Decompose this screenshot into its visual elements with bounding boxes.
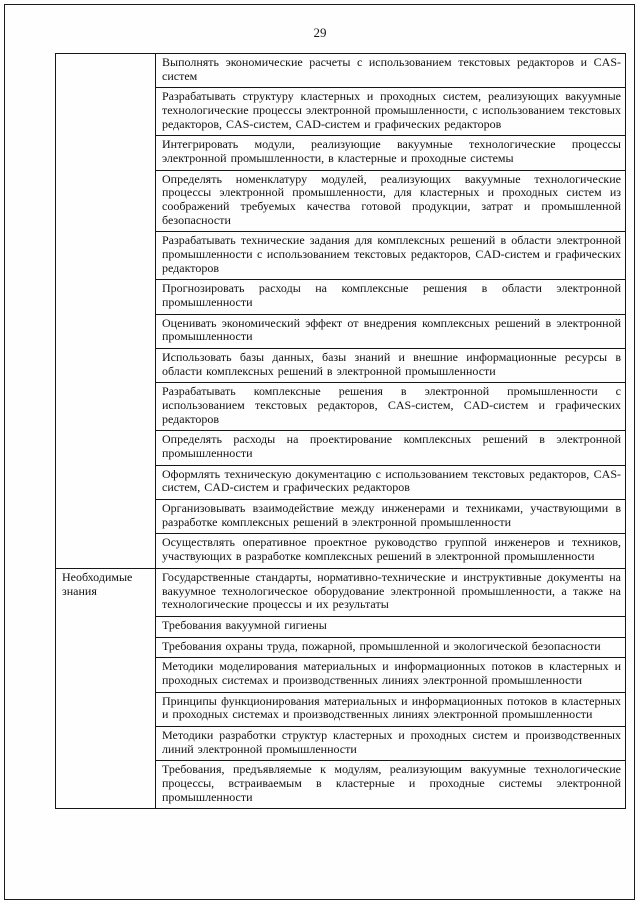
table-cell: Определять расходы на проектирование комплексных решений в электронной промышленности: [156, 431, 626, 465]
table-cell: Организовывать взаимодействие между инженерами и техниками, участвующими в разработке комплексных решений в электронной промышленности: [156, 500, 626, 534]
table-cell: Разрабатывать технические задания для комплексных решений в области электронной промышленности с использованием текстовых редакторов, CAD-систем и графических редакторов: [156, 232, 626, 280]
table-cell: Требования охраны труда, пожарной, промышленной и экологической безопасности: [156, 637, 626, 658]
table-cell: Прогнозировать расходы на комплексные решения в области электронной промышленности: [156, 280, 626, 314]
table-cell: Интегрировать модули, реализующие вакуумные технологические процессы электронной промышленности, в кластерные и проходные системы: [156, 136, 626, 170]
table-cell: Государственные стандарты, нормативно-технические и инструктивные документы на вакуумное технологическое оборудование электронной промышленности, а также на технологические процессы и их результаты: [156, 568, 626, 616]
section-label-skills: [56, 54, 156, 569]
table-cell: Использовать базы данных, базы знаний и внешние информационные ресурсы в области комплексных решений в электронной промышленности: [156, 349, 626, 383]
table-cell: Принципы функционирования материальных и информационных потоков в кластерных и проходных системах и производственных линиях электронной промышленности: [156, 692, 626, 726]
table-cell: Выполнять экономические расчеты с использованием текстовых редакторов и CAS-систем: [156, 54, 626, 88]
table-cell: Методики разработки структур кластерных и проходных систем и производственных линий электронной промышленности: [156, 726, 626, 760]
table-cell: Требования вакуумной гигиены: [156, 616, 626, 637]
page-number: 29: [313, 25, 327, 40]
requirements-table: [55, 53, 626, 809]
table-cell: Методики моделирования материальных и информационных потоков в кластерных и проходных системах и производственных линиях электронной промышленности: [156, 658, 626, 692]
table-cell: Разрабатывать структуру кластерных и проходных систем, реализующих вакуумные технологические процессы электронной промышленности, с использованием текстовых редакторов, CAS-систем, CAD-систем и графических редакторов: [156, 88, 626, 136]
section-label-knowledge: Необходимые знания: [56, 568, 156, 808]
table-cell: Осуществлять оперативное проектное руководство группой инженеров и техников, участвующих в разработке комплексных решений в электронной промышленности: [156, 534, 626, 568]
table-cell: Определять номенклатуру модулей, реализующих вакуумные технологические процессы электронной промышленности, для кластерных и проходных систем из соображений требуемых качества готовой продукции, затрат и промышленной безопасности: [156, 170, 626, 232]
table-row: [56, 54, 626, 88]
table-row: [56, 568, 626, 616]
table-cell: Требования, предъявляемые к модулям, реализующим вакуумные технологические процессы, встраиваемым в кластерные и проходные системы электронной промышленности: [156, 761, 626, 809]
table-cell: Разрабатывать комплексные решения в электронной промышленности с использованием текстовых редакторов, CAS-систем, CAD-систем и графических редакторов: [156, 383, 626, 431]
table-cell: Оформлять техническую документацию с использованием текстовых редакторов, CAS-систем, CAD-систем и графических редакторов: [156, 465, 626, 499]
table-cell: Оценивать экономический эффект от внедрения комплексных решений в электронной промышленности: [156, 314, 626, 348]
